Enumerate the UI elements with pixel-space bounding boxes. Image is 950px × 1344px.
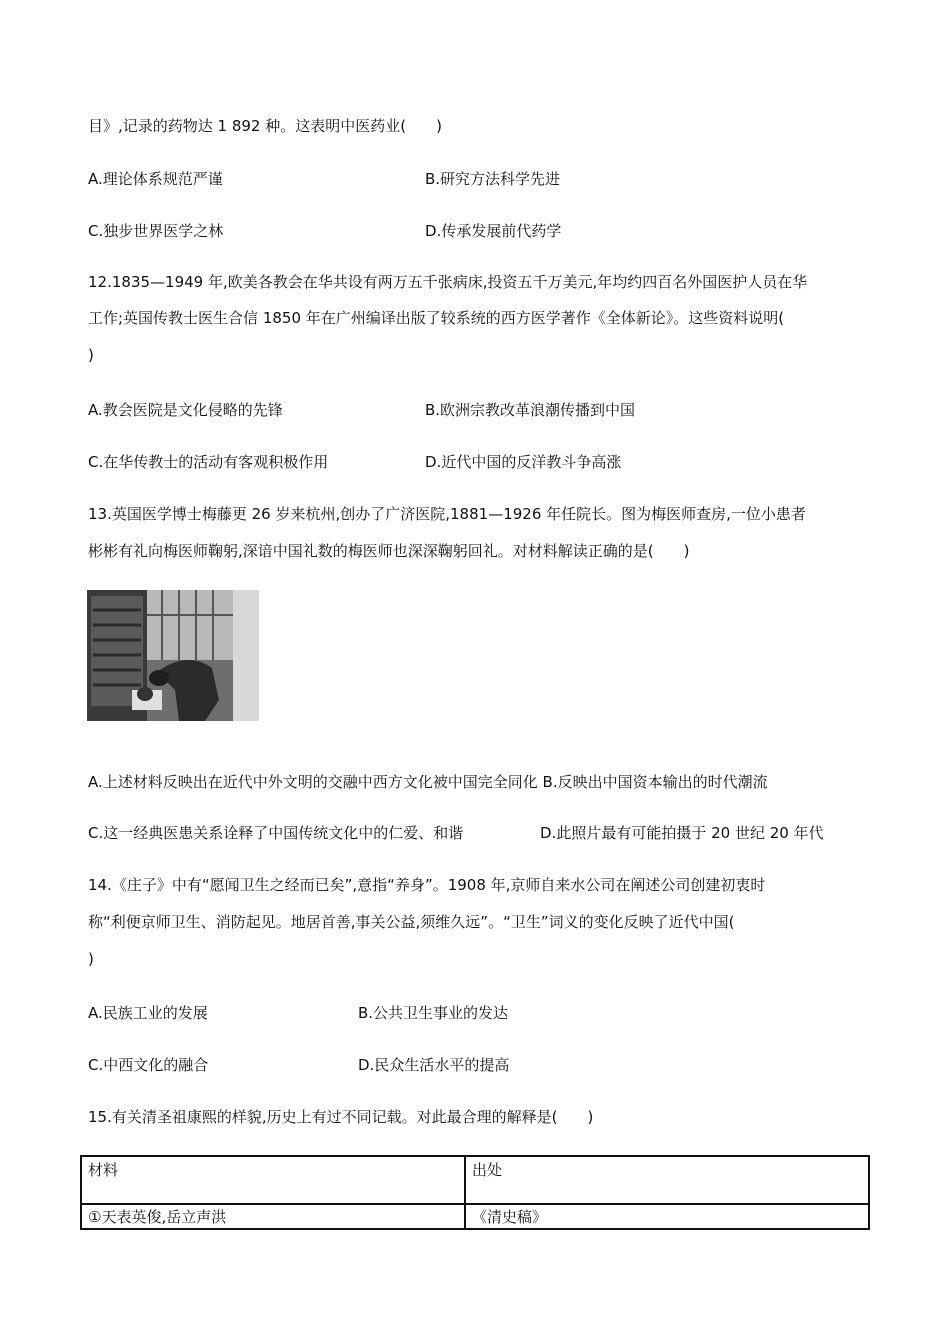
q13-stem-line1: 13.英国医学博士梅藤更 26 岁来杭州,创办了广济医院,1881—1926 年任院长。图为梅医师查房,一位小患者 — [88, 505, 806, 523]
q13-option-c[interactable]: C.这一经典医患关系诠释了中国传统文化中的仁爱、和谐 — [88, 824, 464, 842]
q13-photo — [87, 590, 259, 721]
q15-stem: 15.有关清圣祖康熙的样貌,历史上有过不同记载。对此最合理的解释是( ) — [88, 1108, 594, 1126]
q13-option-d[interactable]: D.此照片最有可能拍摄于 20 世纪 20 年代 — [540, 824, 824, 842]
q12-option-c[interactable]: C.在华传教士的活动有客观积极作用 — [88, 453, 329, 471]
q14-option-b[interactable]: B.公共卫生事业的发达 — [358, 1004, 509, 1022]
q11-stem-tail: 目》,记录的药物达 1 892 种。这表明中医药业( ) — [88, 117, 442, 135]
q12-option-a[interactable]: A.教会医院是文化侵略的先锋 — [88, 401, 283, 419]
q12-stem-line2: 工作;英国传教士医生合信 1850 年在广州编译出版了较系统的西方医学著作《全体新论》。这些资料说明( — [88, 309, 785, 327]
q14-stem-line1: 14.《庄子》中有“愿闻卫生之经而已矣”,意指“养身”。1908 年,京师自来水公司在阐述公司创建初衷时 — [88, 876, 766, 894]
q12-stem-line3: ) — [88, 346, 94, 364]
q11-option-c[interactable]: C.独步世界医学之林 — [88, 222, 224, 240]
q13-option-a-b[interactable]: A.上述材料反映出在近代中外文明的交融中西方文化被中国完全同化 B.反映出中国资本输出的时代潮流 — [88, 773, 768, 791]
q11-option-a[interactable]: A.理论体系规范严谨 — [88, 170, 223, 188]
q15-source-table — [80, 1155, 870, 1230]
q14-stem-line3: ) — [88, 950, 94, 968]
table-header-row — [81, 1156, 869, 1204]
q12-option-b[interactable]: B.欧洲宗教改革浪潮传播到中国 — [425, 401, 636, 419]
q14-option-c[interactable]: C.中西文化的融合 — [88, 1056, 209, 1074]
q12-option-d[interactable]: D.近代中国的反洋教斗争高涨 — [425, 453, 622, 471]
table-cell: ①天表英俊,岳立声洪 — [81, 1204, 465, 1229]
ward-round-photo — [87, 590, 259, 721]
table-header-cell: 材料 — [81, 1156, 465, 1204]
table-cell: 《清史稿》 — [465, 1204, 869, 1229]
q14-option-d[interactable]: D.民众生活水平的提高 — [358, 1056, 510, 1074]
q11-option-b[interactable]: B.研究方法科学先进 — [425, 170, 561, 188]
q11-option-d[interactable]: D.传承发展前代药学 — [425, 222, 562, 240]
q12-stem-line1: 12.1835—1949 年,欧美各教会在华共设有两万五千张病床,投资五千万美元,年均约四百名外国医护人员在华 — [88, 273, 808, 291]
table-row — [81, 1204, 869, 1229]
q14-stem-line2: 称“利便京师卫生、消防起见。地居首善,事关公益,须维久远”。“卫生”词义的变化反映了近代中国( — [88, 913, 735, 931]
q13-stem-line2: 彬彬有礼向梅医师鞠躬,深谙中国礼数的梅医师也深深鞠躬回礼。对材料解读正确的是( ) — [88, 542, 690, 560]
table-header-cell: 出处 — [465, 1156, 869, 1204]
q14-option-a[interactable]: A.民族工业的发展 — [88, 1004, 208, 1022]
